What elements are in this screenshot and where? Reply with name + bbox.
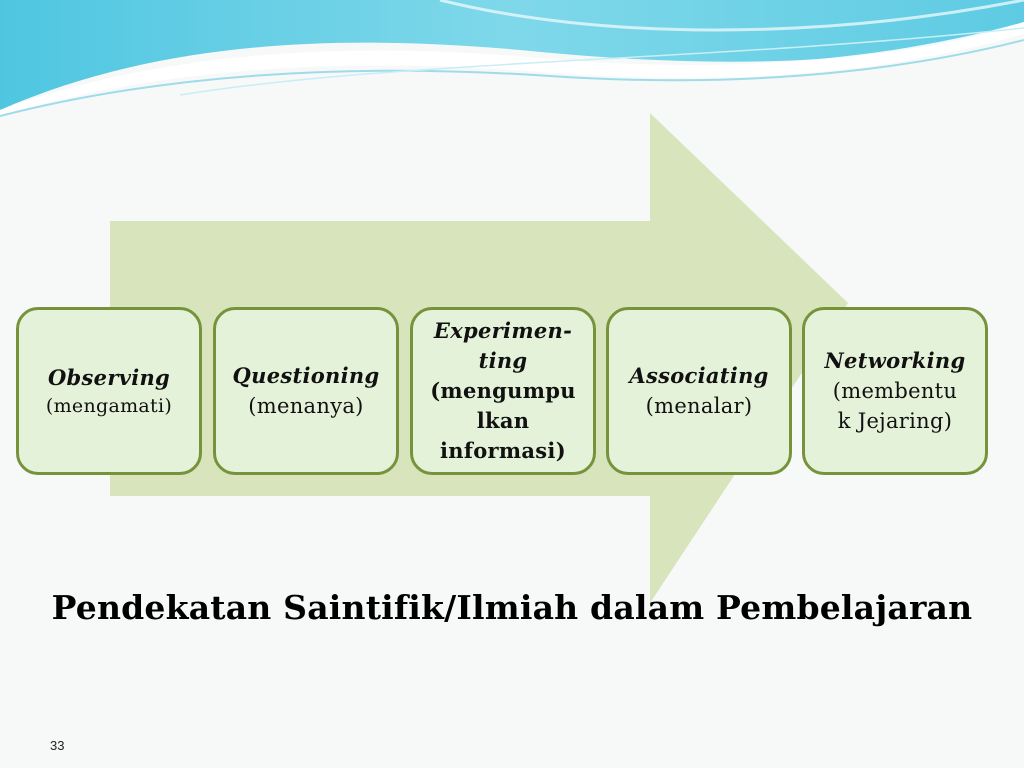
step-observing [16,307,202,475]
step-associating-subtitle: (menalar) [645,394,753,418]
step-networking-title: Networking [824,348,966,373]
step-experimenting-subtitle: (mengumpu lkan informasi) [430,378,576,463]
step-networking [802,307,988,475]
step-questioning [213,307,399,475]
slide-caption: Pendekatan Saintifik/Ilmiah dalam Pembelajaran [51,588,973,627]
step-experimenting [410,307,596,475]
step-observing-title: Observing [47,365,171,390]
step-questioning-subtitle: (menanya) [248,394,364,418]
step-associating [606,307,792,475]
step-associating-title: Associating [629,363,769,388]
step-networking-subtitle: (membentu k Jejaring) [832,379,958,433]
page-number: 33 [50,738,65,753]
step-observing-subtitle: (mengamati) [45,395,173,417]
step-experimenting-title: Experimen- ting [433,318,573,373]
step-questioning-title: Questioning [232,363,380,388]
